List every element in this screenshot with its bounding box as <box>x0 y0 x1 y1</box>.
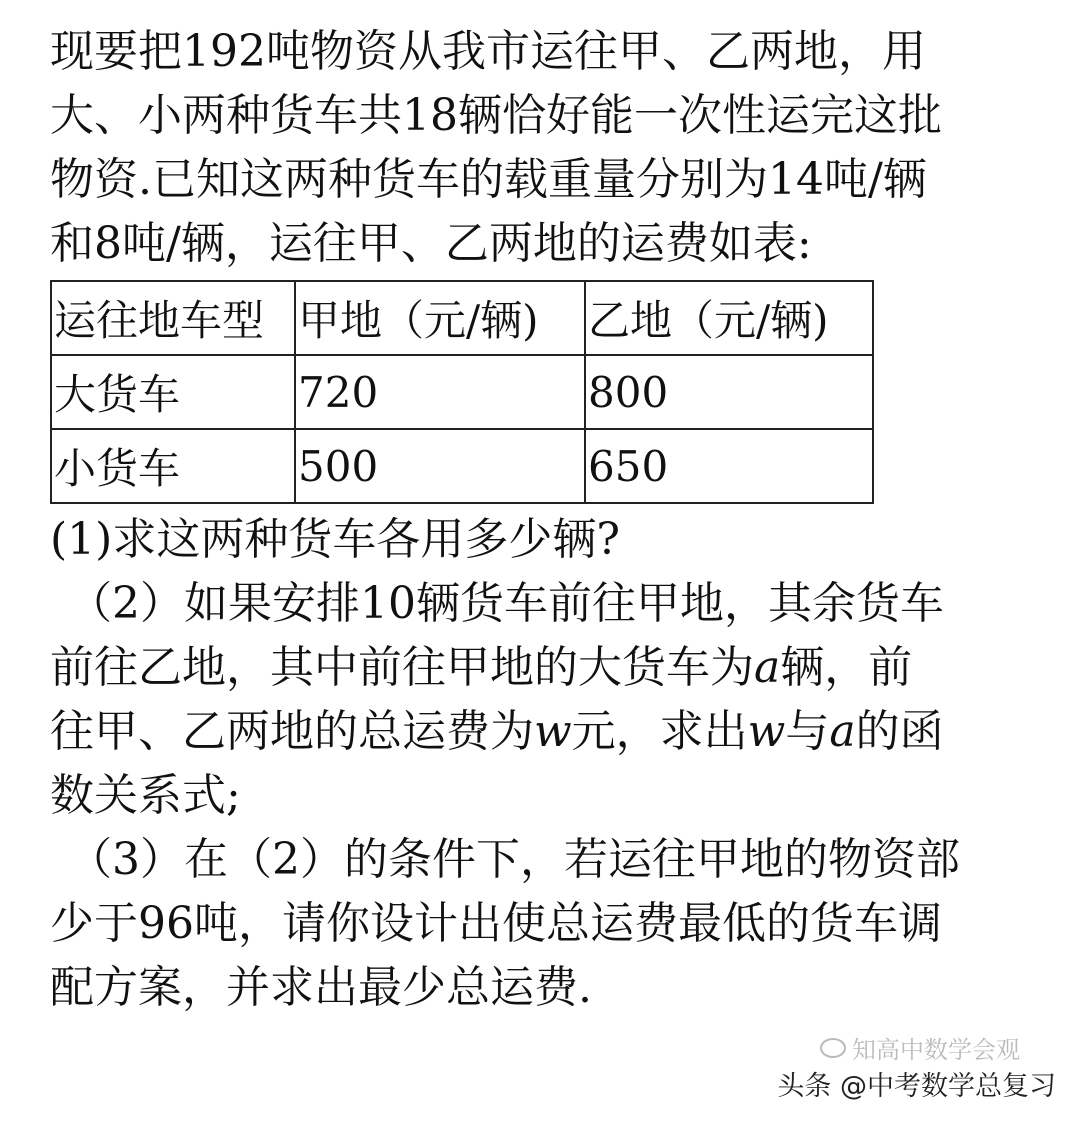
watermark <box>777 1036 1056 1103</box>
question-2-line-1: （2）如果安排10辆货车前往甲地，其余货车 <box>68 578 944 629</box>
chat-bubble-icon <box>820 1038 846 1058</box>
question-2-text: 的函 <box>855 706 944 757</box>
table-cell: 500 <box>295 429 585 503</box>
watermark-text: 头条 @中考数学总复习 <box>777 1071 1056 1102</box>
intro-line-1: 现要把192吨物资从我市运往甲、乙两地，用 <box>50 26 926 77</box>
ghost-watermark <box>820 1030 1020 1065</box>
intro-line-2: 大、小两种货车共18辆恰好能一次性运完这批 <box>50 90 942 141</box>
table-row <box>51 355 873 429</box>
question-2-text: 与 <box>785 706 830 757</box>
table-row <box>51 429 873 503</box>
table-cell: 650 <box>585 429 873 503</box>
question-2-text: 前往乙地，其中前往甲地的大货车为 <box>50 642 754 693</box>
table-header-cell: 乙地（元/辆) <box>585 281 873 355</box>
question-3-line-3: 配方案，并求出最少总运费. <box>50 962 592 1013</box>
intro-line-4: 和8吨/辆，运往甲、乙两地的运费如表: <box>50 218 812 269</box>
question-2-line-2 <box>50 636 1040 700</box>
ghost-watermark-text: 知高中数学会观 <box>852 1036 1020 1064</box>
question-2-text: 往甲、乙两地的总运费为 <box>50 706 534 757</box>
freight-table <box>50 280 874 504</box>
question-3-line-2: 少于96吨，请你设计出使总运费最低的货车调 <box>50 898 942 949</box>
intro-line-3: 物资.已知这两种货车的载重量分别为14吨/辆 <box>50 154 927 205</box>
question-3-line-1: （3）在（2）的条件下，若运往甲地的物资部 <box>68 834 960 885</box>
problem-content <box>50 20 1040 1020</box>
table-cell: 大货车 <box>51 355 295 429</box>
table-cell: 800 <box>585 355 873 429</box>
table-cell: 小货车 <box>51 429 295 503</box>
table-header-cell: 运往地车型 <box>51 281 295 355</box>
table-cell: 720 <box>295 355 585 429</box>
variable-a: a <box>754 642 781 693</box>
table-header-row <box>51 281 873 355</box>
question-2-line-3 <box>50 700 1040 764</box>
question-2-text: 元，求出 <box>571 706 748 757</box>
question-2-line-4: 数关系式; <box>50 770 241 821</box>
variable-a: a <box>829 706 856 757</box>
variable-w: w <box>534 706 572 757</box>
variable-w: w <box>747 706 786 757</box>
table-header-cell: 甲地（元/辆) <box>295 281 585 355</box>
question-2-text: 辆，前 <box>780 642 913 693</box>
question-1: (1)求这两种货车各用多少辆? <box>50 514 620 565</box>
